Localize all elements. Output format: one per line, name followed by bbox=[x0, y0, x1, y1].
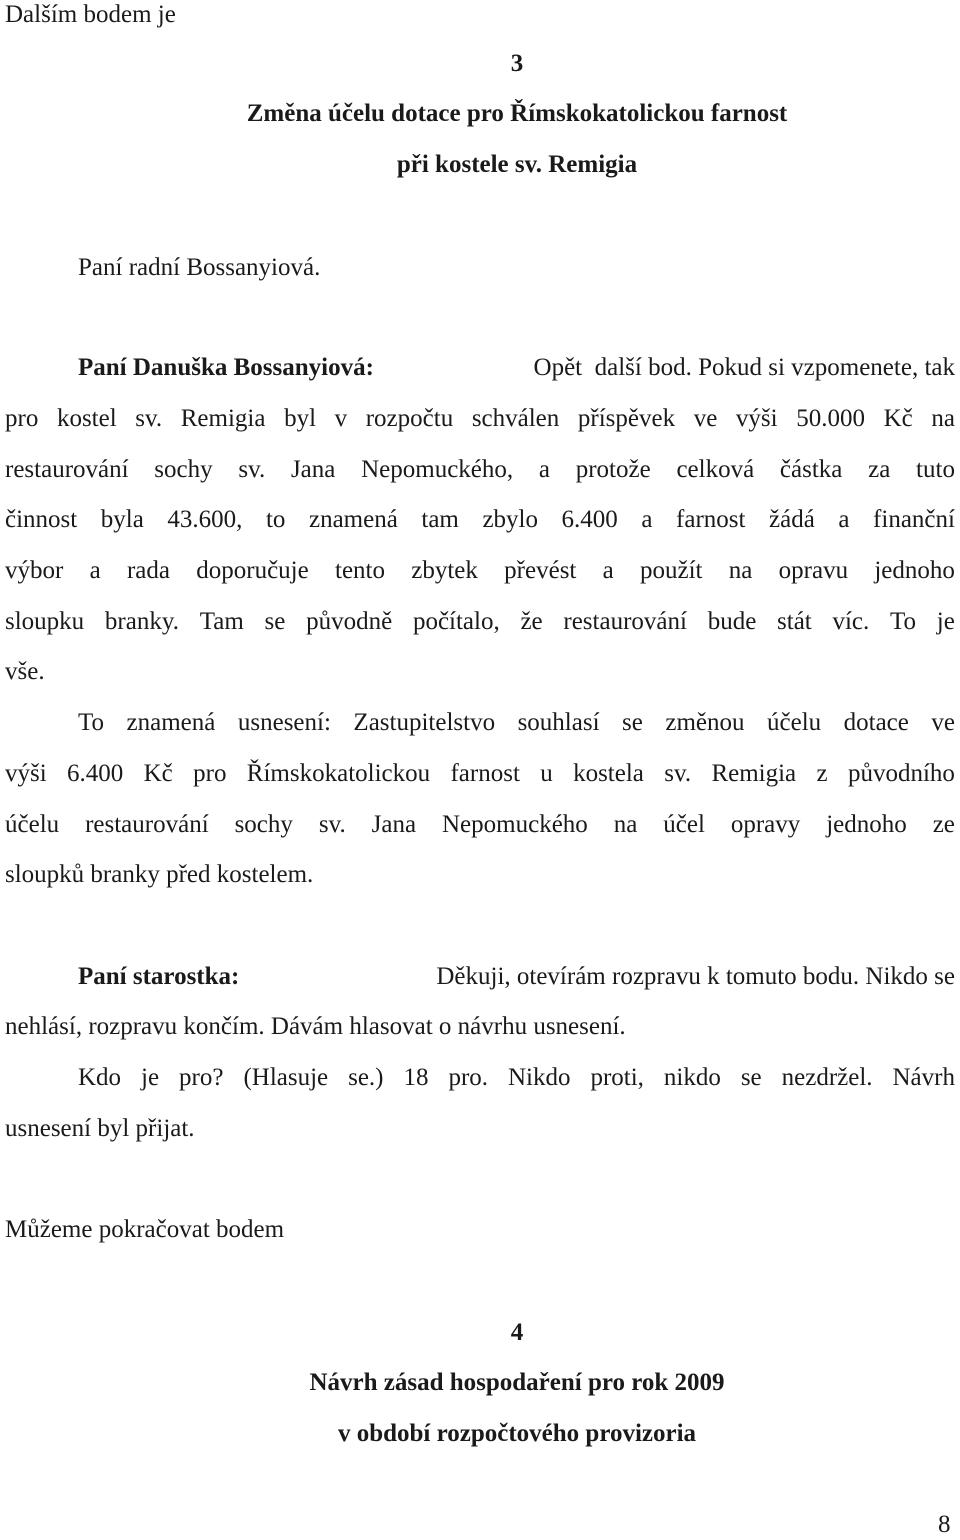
word: dotace bbox=[843, 709, 909, 736]
word: výši bbox=[5, 760, 47, 787]
word: se bbox=[622, 709, 643, 736]
word: účel bbox=[663, 811, 705, 838]
word: ve bbox=[693, 405, 718, 432]
word: restaurování bbox=[563, 608, 687, 635]
word: žádá bbox=[769, 506, 815, 533]
word: Návrh bbox=[892, 1064, 955, 1091]
word: souhlasí bbox=[517, 709, 600, 736]
speech-1-line-2 bbox=[5, 404, 955, 434]
word: tam bbox=[421, 506, 459, 533]
word: sloupku bbox=[5, 608, 85, 635]
word: na bbox=[728, 557, 753, 584]
word: v bbox=[334, 405, 348, 432]
word: účelu bbox=[5, 811, 60, 838]
mayor-speaker-label: Paní starostka: bbox=[78, 963, 240, 990]
word: tento bbox=[335, 557, 385, 584]
word: rozpočtu bbox=[365, 405, 454, 432]
word: se bbox=[264, 608, 286, 635]
word: sochy bbox=[154, 456, 213, 483]
word: Tam bbox=[199, 608, 244, 635]
word: nikdo bbox=[663, 1064, 721, 1091]
word: Římskokatolickou bbox=[246, 760, 431, 787]
word: tuto bbox=[916, 456, 955, 483]
word: celková bbox=[676, 456, 755, 483]
word: sv. bbox=[135, 405, 163, 432]
word: to bbox=[265, 506, 286, 533]
word: změnou bbox=[665, 709, 745, 736]
word: restaurování bbox=[5, 456, 129, 483]
word: To bbox=[78, 709, 105, 736]
word: že bbox=[520, 608, 543, 635]
word: částka bbox=[779, 456, 843, 483]
word: příspěvek bbox=[577, 405, 676, 432]
word: restaurování bbox=[85, 811, 209, 838]
continue-text: Můžeme pokračovat bodem bbox=[5, 1216, 285, 1243]
word: 43.600, bbox=[167, 506, 243, 533]
speaker-intro: Paní radní Bossanyiová. bbox=[78, 254, 321, 281]
word: doporučuje bbox=[196, 557, 309, 584]
resolution-line-4: sloupků branky před kostelem. bbox=[5, 861, 314, 888]
word: protože bbox=[575, 456, 651, 483]
word: účelu bbox=[767, 709, 822, 736]
word: kostel bbox=[56, 405, 117, 432]
page-number: 8 bbox=[938, 1511, 951, 1538]
item-4-title-line-2: v období rozpočtového provizoria bbox=[337, 1420, 697, 1447]
word: opravu bbox=[778, 557, 849, 584]
word: 6.400 bbox=[561, 506, 618, 533]
word: pro bbox=[5, 405, 39, 432]
word: rada bbox=[126, 557, 170, 584]
word: farnost bbox=[676, 506, 746, 533]
speech-1-line-1-text: Opět další bod. Pokud si vzpomenete, tak bbox=[533, 354, 955, 381]
word: byla bbox=[100, 506, 144, 533]
speech-1-line-7: vše. bbox=[5, 658, 45, 685]
word: je bbox=[936, 608, 955, 635]
speaker-label: Paní Danuška Bossanyiová: bbox=[78, 354, 374, 381]
word: původně bbox=[306, 608, 393, 635]
word: jednoho bbox=[826, 811, 907, 838]
resolution-line-1 bbox=[78, 708, 955, 738]
word: Jana bbox=[371, 811, 417, 838]
word: a bbox=[641, 506, 653, 533]
word: a bbox=[602, 557, 614, 584]
word: Kč bbox=[883, 405, 913, 432]
speech-1-line-5 bbox=[5, 556, 955, 586]
item-4-title-line-1: Návrh zásad hospodaření pro rok 2009 bbox=[309, 1369, 725, 1396]
word: na bbox=[931, 405, 955, 432]
word: činnost bbox=[5, 506, 78, 533]
word: pro bbox=[193, 760, 227, 787]
item-3-title-line-2: při kostele sv. Remigia bbox=[396, 151, 638, 178]
word: na bbox=[613, 811, 638, 838]
resolution-line-2 bbox=[5, 759, 955, 789]
mayor-line-2: nehlásí, rozpravu končím. Dávám hlasovat o návrhu usnesení. bbox=[5, 1013, 626, 1040]
word: kostela bbox=[573, 760, 644, 787]
word: se bbox=[740, 1064, 762, 1091]
word: víc. bbox=[832, 608, 870, 635]
word: sochy bbox=[234, 811, 293, 838]
word: znamená bbox=[308, 506, 398, 533]
mayor-line-1-text: Děkuji, otevírám rozpravu k tomuto bodu. Nikdo se bbox=[436, 963, 955, 990]
word: finanční bbox=[873, 506, 955, 533]
word: převést bbox=[504, 557, 577, 584]
mayor-line-3 bbox=[78, 1063, 955, 1093]
word: (Hlasuje bbox=[243, 1064, 329, 1091]
word: použít bbox=[640, 557, 703, 584]
word: Remigia bbox=[180, 405, 266, 432]
speech-1-line-3 bbox=[5, 455, 955, 485]
word: proti, bbox=[590, 1064, 644, 1091]
speech-1-line-4 bbox=[5, 505, 955, 535]
word: 18 bbox=[403, 1064, 429, 1091]
word: počítalo, bbox=[412, 608, 500, 635]
word: opravy bbox=[730, 811, 801, 838]
word: Jana bbox=[290, 456, 336, 483]
word: schválen bbox=[471, 405, 560, 432]
word: znamená bbox=[126, 709, 216, 736]
word: a bbox=[538, 456, 550, 483]
word: zbytek bbox=[411, 557, 478, 584]
word: u bbox=[540, 760, 553, 787]
word: 6.400 bbox=[67, 760, 124, 787]
word: se.) bbox=[348, 1064, 384, 1091]
speech-1-line-6 bbox=[5, 607, 955, 637]
word: výši bbox=[735, 405, 778, 432]
intro-text: Dalším bodem je bbox=[5, 1, 176, 28]
word: ve bbox=[931, 709, 955, 736]
word: Nepomuckého bbox=[442, 811, 588, 838]
word: Zastupitelstvo bbox=[353, 709, 496, 736]
word: usnesení: bbox=[237, 709, 331, 736]
word: a bbox=[838, 506, 850, 533]
word: Nikdo bbox=[508, 1064, 571, 1091]
word: sv. bbox=[238, 456, 266, 483]
mayor-line-1 bbox=[78, 962, 955, 992]
word: Kdo bbox=[78, 1064, 122, 1091]
word: za bbox=[868, 456, 891, 483]
word: pro. bbox=[448, 1064, 489, 1091]
word: 50.000 bbox=[796, 405, 865, 432]
word: zbylo bbox=[482, 506, 538, 533]
word: byl bbox=[284, 405, 317, 432]
word: bude bbox=[707, 608, 757, 635]
word: z bbox=[816, 760, 828, 787]
mayor-line-4: usnesení byl přijat. bbox=[5, 1115, 195, 1142]
word: nezdržel. bbox=[781, 1064, 873, 1091]
word: Kč bbox=[143, 760, 173, 787]
word: Nepomuckého, bbox=[361, 456, 514, 483]
word: pro? bbox=[179, 1064, 224, 1091]
word: původního bbox=[847, 760, 955, 787]
word: stát bbox=[777, 608, 812, 635]
word: ze bbox=[932, 811, 955, 838]
word: Remigia bbox=[711, 760, 797, 787]
word: To bbox=[890, 608, 917, 635]
word: jednoho bbox=[874, 557, 955, 584]
word: a bbox=[89, 557, 101, 584]
item-3-title-line-1: Změna účelu dotace pro Římskokatolickou farnost bbox=[246, 100, 788, 127]
word: výbor bbox=[5, 557, 64, 584]
item-4-number: 4 bbox=[510, 1319, 524, 1346]
speech-1-line-1 bbox=[78, 353, 955, 383]
word: je bbox=[141, 1064, 160, 1091]
word: farnost bbox=[450, 760, 520, 787]
item-3-number: 3 bbox=[510, 50, 524, 77]
word: sv. bbox=[318, 811, 346, 838]
resolution-line-3 bbox=[5, 810, 955, 840]
word: branky. bbox=[104, 608, 179, 635]
word: sv. bbox=[664, 760, 692, 787]
